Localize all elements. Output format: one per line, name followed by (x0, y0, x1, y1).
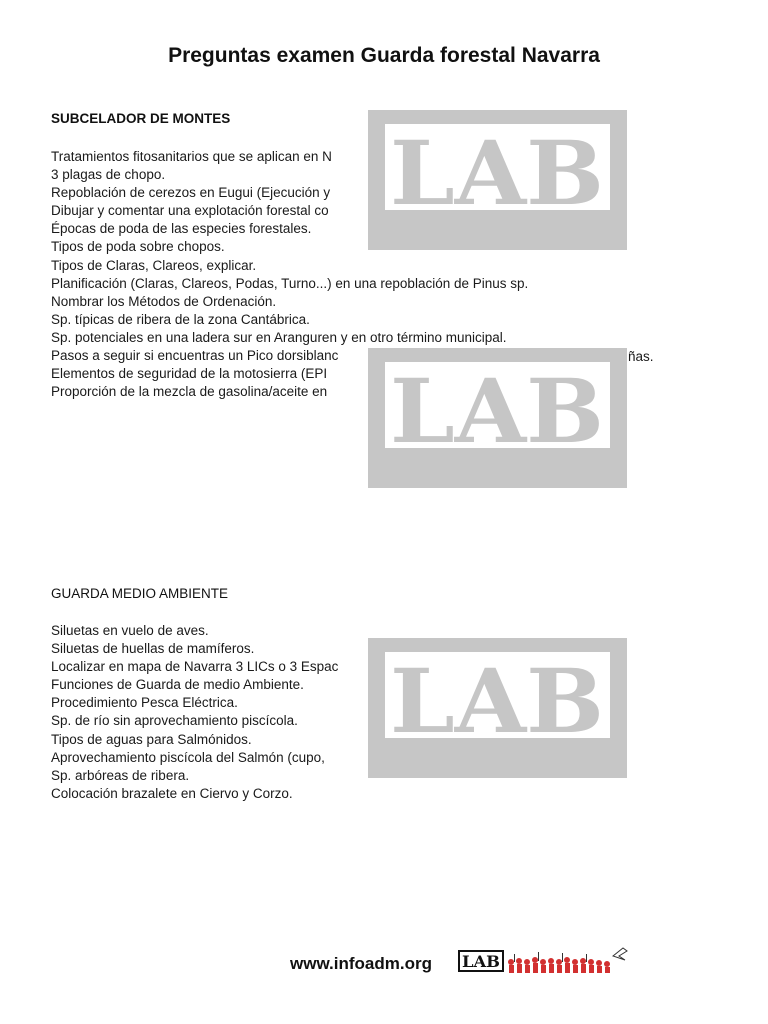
list-item: Funciones de Guarda de medio Ambiente. (51, 677, 304, 693)
list-item: Tratamientos fitosanitarios que se aplican en N (51, 149, 332, 164)
footer-website-link[interactable]: www.infoadm.org (290, 954, 432, 973)
svg-text:LAB: LAB (390, 359, 604, 463)
list-item: Sp. de río sin aprovechamiento piscícola. (51, 713, 298, 729)
list-item: Siluetas de huellas de mamíferos. (51, 641, 255, 657)
question-list-guarda (51, 622, 338, 803)
list-item: Tipos de Claras, Clareos, explicar. (51, 257, 257, 273)
list-item: Nombrar los Métodos de Ordenación. (51, 293, 277, 309)
list-item: Siluetas en vuelo de aves. (51, 623, 209, 638)
list-item: Dibujar y comentar una explotación forestal co (51, 203, 329, 219)
list-item: Procedimiento Pesca Eléctrica. (51, 695, 238, 711)
list-item: Aprovechamiento piscícola del Salmón (cupo, (51, 749, 325, 765)
list-item: Colocación brazalete en Ciervo y Corzo. (51, 785, 293, 801)
list-item: Tipos de poda sobre chopos. (51, 239, 225, 255)
list-item: Planificación (Claras, Clareos, Podas, Turno...) en una repoblación de Pinus sp. (51, 275, 529, 291)
section-heading-subcelador: SUBCELADOR DE MONTES (51, 111, 231, 126)
list-item: Proporción de la mezcla de gasolina/aceite en (51, 384, 328, 400)
lab-watermark-3 (368, 638, 627, 778)
list-item: Tipos de aguas para Salmónidos. (51, 731, 252, 747)
lab-watermark-1 (368, 110, 627, 250)
list-item: Localizar en mapa de Navarra 3 LICs o 3 Espac (51, 659, 339, 675)
list-item: 3 plagas de chopo. (51, 167, 166, 183)
footer-lab-logo (458, 950, 504, 972)
list-item: Pasos a seguir si encuentras un Pico dorsiblanc (51, 348, 339, 364)
list-item: Sp. típicas de ribera de la zona Cantábrica. (51, 311, 310, 327)
svg-text:LAB: LAB (390, 649, 604, 753)
list-item: Épocas de poda de las especies forestales. (51, 221, 312, 237)
line-tail-text: ñas. (628, 349, 654, 364)
section-heading-guarda: GUARDA MEDIO AMBIENTE (51, 586, 229, 601)
lab-watermark-2 (368, 348, 627, 488)
page-title: Preguntas examen Guarda forestal Navarra (168, 44, 600, 67)
list-item: Sp. potenciales en una ladera sur en Aranguren y en otro término municipal. (51, 329, 507, 345)
list-item: Repoblación de cerezos en Eugui (Ejecución y (51, 185, 331, 201)
list-item: Elementos de seguridad de la motosierra (EPI (51, 366, 328, 382)
list-item: Sp. arbóreas de ribera. (51, 767, 190, 783)
svg-text:LAB: LAB (462, 952, 500, 970)
svg-text:LAB: LAB (390, 121, 604, 225)
footer-crowd-illustration (505, 942, 630, 983)
